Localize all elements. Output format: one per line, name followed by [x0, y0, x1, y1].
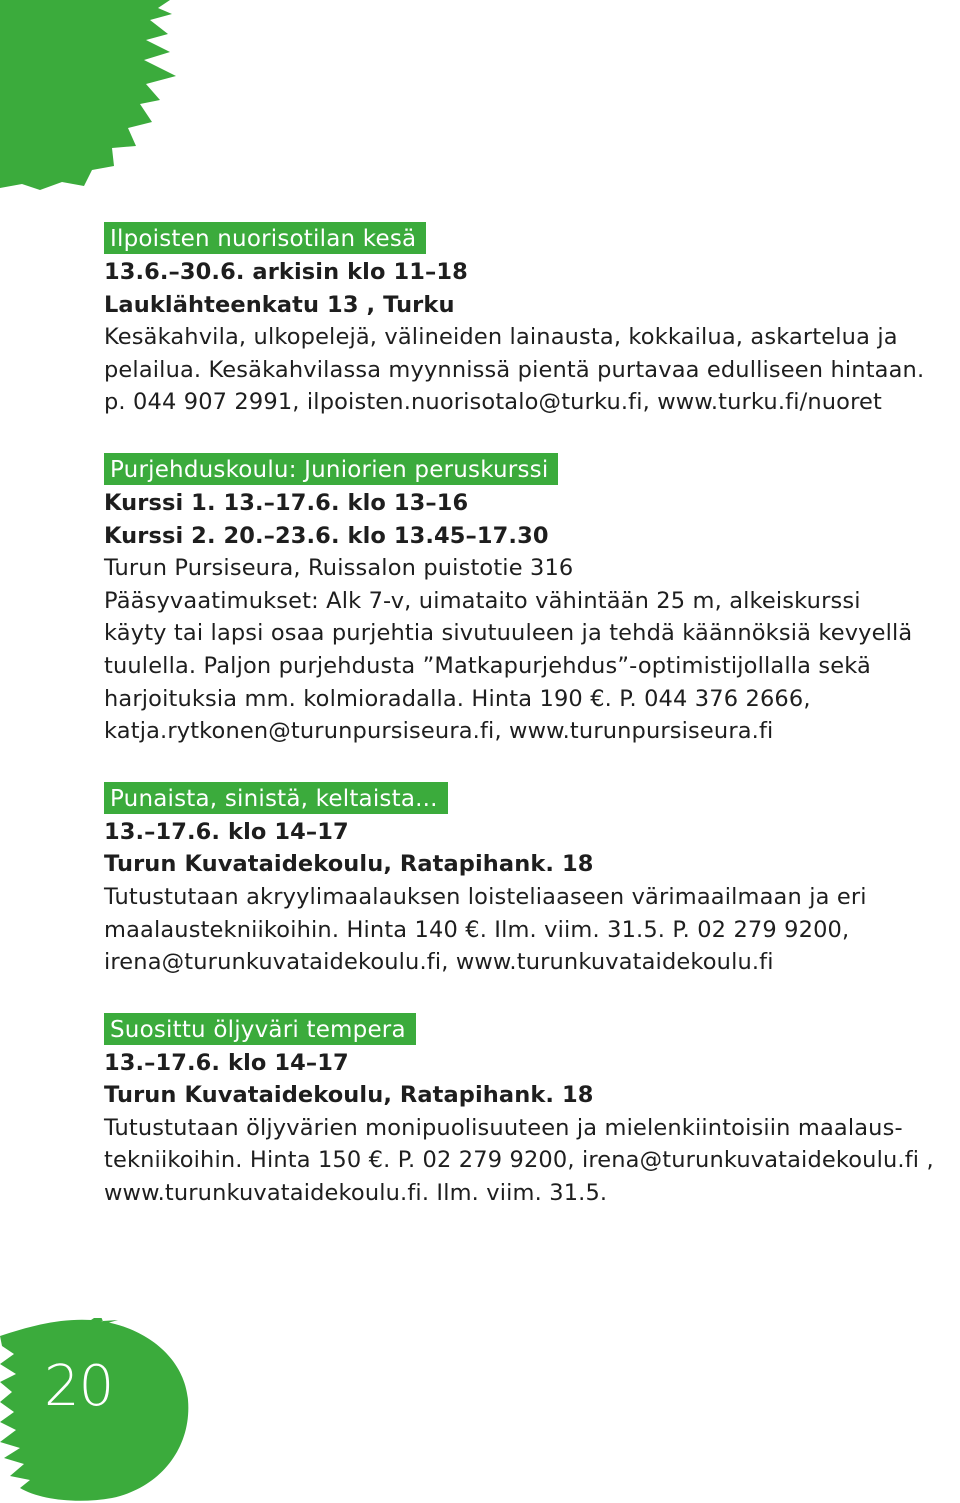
event-date: 13.6.–30.6. arkisin klo 11–18: [104, 259, 468, 285]
event-date: 13.–17.6. klo 14–17: [104, 818, 349, 845]
event-description-line: tekniikoihin. Hinta 150 €. P. 02 279 9200, irena@turunkuvataidekoulu.fi ,: [104, 1147, 934, 1174]
event-contact-line: p. 044 907 2991, ilpoisten.nuorisotalo@turku.fi, www.turku.fi/nuoret: [104, 389, 882, 416]
event-description-line: Tutustutaan akryylimaalauksen loisteliaaseen värimaailmaan ja eri: [104, 883, 867, 910]
event-location: Turun Kuvataidekoulu, Ratapihank. 18: [104, 1082, 594, 1109]
event-description-line: Tutustutaan öljyvärien monipuolisuuteen ja mielenkiintoisiin maalaus-: [104, 1114, 903, 1141]
event-section-oljyvari: [104, 1013, 950, 1210]
event-description-line: Pääsyvaatimukset: Alk 7-v, uimataito vähintään 25 m, alkeiskurssi: [104, 587, 861, 614]
green-splash-top-decoration: [0, 0, 200, 200]
event-section-purjehduskoulu: [104, 453, 950, 748]
section-heading: Suosittu öljyväri tempera: [104, 1013, 416, 1045]
section-heading: Punaista, sinistä, keltaista...: [104, 782, 448, 814]
event-section-punaista: [104, 782, 950, 979]
event-description-line: tuulella. Paljon purjehdusta ”Matkapurjehdus”-optimistijollalla sekä: [104, 652, 871, 679]
event-description-line: maalaustekniikoihin. Hinta 140 €. Ilm. viim. 31.5. P. 02 279 9200,: [104, 916, 850, 943]
event-listing: [104, 222, 950, 1244]
event-description-line: harjoituksia mm. kolmioradalla. Hinta 190 €. P. 044 376 2666,: [104, 685, 811, 712]
section-heading: Purjehduskoulu: Juniorien peruskurssi: [104, 453, 558, 485]
event-contact-line: katja.rytkonen@turunpursiseura.fi, www.turunpursiseura.fi: [104, 718, 774, 745]
event-location: Turun Kuvataidekoulu, Ratapihank. 18: [104, 851, 594, 878]
event-description-line: pelailua. Kesäkahvilassa myynnissä pientä purtavaa edulliseen hintaan.: [104, 356, 925, 383]
event-course-1: Kurssi 1. 13.–17.6. klo 13–16: [104, 489, 469, 516]
event-description-line: käyty tai lapsi osaa purjehtia sivutuuleen ja tehdä käännöksiä kevyellä: [104, 620, 913, 647]
section-heading: Ilpoisten nuorisotilan kesä: [104, 222, 426, 254]
event-date: 13.–17.6. klo 14–17: [104, 1049, 349, 1076]
event-description-line: Kesäkahvila, ulkopelejä, välineiden lainausta, kokkailua, askartelua ja: [104, 324, 898, 351]
event-contact-line: irena@turunkuvataidekoulu.fi, www.turunkuvataidekoulu.fi: [104, 949, 774, 976]
page-number: 20: [44, 1354, 114, 1419]
event-section-ilpoisten: [104, 222, 950, 419]
event-course-2: Kurssi 2. 20.–23.6. klo 13.45–17.30: [104, 522, 549, 549]
event-location: Turun Pursiseura, Ruissalon puistotie 316: [104, 555, 574, 582]
event-contact-line: www.turunkuvataidekoulu.fi. Ilm. viim. 31.5.: [104, 1180, 608, 1207]
event-location: Lauklähteenkatu 13 , Turku: [104, 291, 455, 318]
